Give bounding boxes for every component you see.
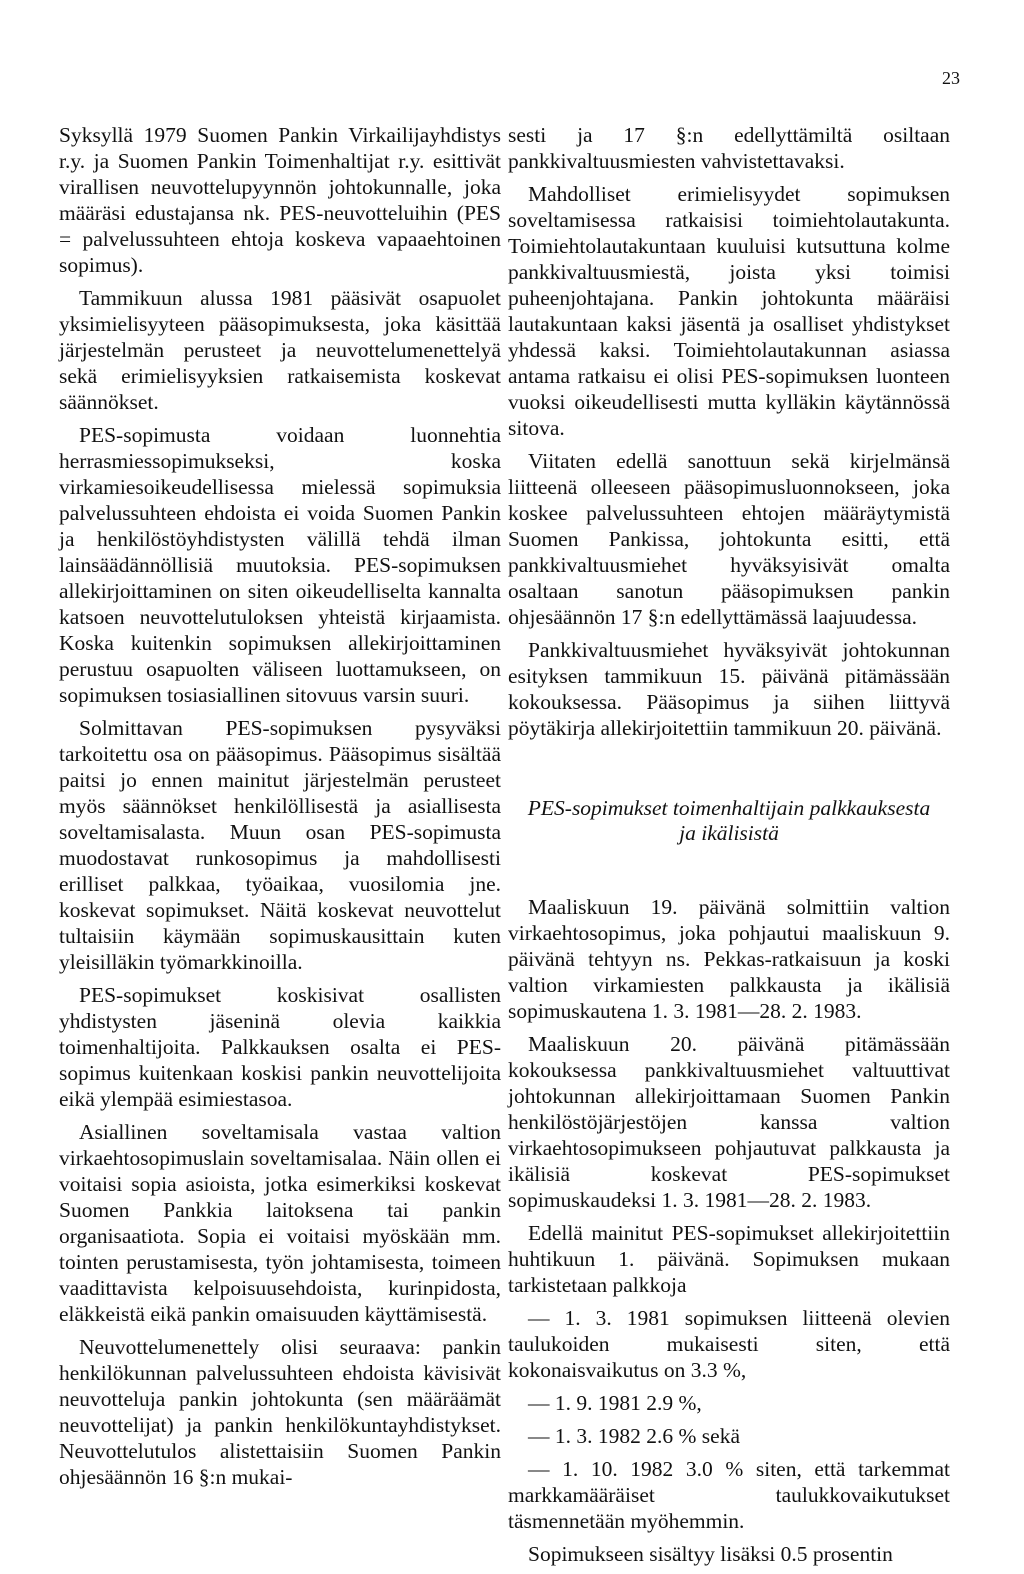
section-heading-line: ja ikälisistä: [679, 821, 779, 845]
paragraph: Syksyllä 1979 Suomen Pankin Virkailijayhdistys r.y. ja Suomen Pankin Toimenhaltijat r.y. esittivät virallisen neuvottelupyynnön johtokunnalle, joka määräsi edustajansa nk. PES-neuvotteluihin (PES = palvelussuhteen ehtoja koskeva vapaaehtoinen sopimus).: [59, 123, 501, 277]
right-column: [508, 122, 950, 1574]
paragraph: Tammikuun alussa 1981 pääsivät osapuolet yksimielisyyteen pääsopimuksesta, joka käsittää järjestelmän perusteet ja neuvottelumenettelyä sekä erimielisyyksien ratkaisemista koskevat säännökset.: [59, 286, 501, 414]
paragraph: Asiallinen soveltamisala vastaa valtion virkaehtosopimuslain soveltamisalaa. Näin ollen ei voitaisi sopia asioista, jotka esimerkiksi koskevat Suomen Pankkia laitoksena tai pankin organisaatiota. Sopia ei voitaisi myöskään mm. tointen perustamisesta, työn johtamisesta, toimeen vaadittavista kelpoisuusehdoista, kurinpidosta, eläkkeistä eikä pankin omaisuuden käyttämisestä.: [59, 1120, 501, 1326]
paragraph: PES-sopimusta voidaan luonnehtia herrasmiessopimukseksi, koska virkamiesoikeudellisessa mielessä sopimuksia palvelussuhteen ehdoista ei voida Suomen Pankin ja henkilöstöyhdistysten välillä tehdä ilman lainsäädännöllisiä muutoksia. PES-sopimuksen allekirjoittaminen on siten oikeudelliselta kannalta katsoen neuvottelutuloksen yhteistä kirjaamista. Koska kuitenkin sopimuksen allekirjoittaminen perustuu osapuolten väliseen luottamukseen, on sopimuksen tosiasiallinen sitovuus varsin suuri.: [59, 423, 501, 707]
page-number: 23: [942, 68, 960, 88]
paragraph: Maaliskuun 20. päivänä pitämässään kokouksessa pankkivaltuusmiehet valtuuttivat johtokunnan allekirjoittamaan Suomen Pankin henkilöstöjärjestöjen kanssa valtion virkaehtosopimukseen pohjautuvat palkkausta ja ikälisiä koskevat PES-sopimukset sopimuskaudeksi 1. 3. 1981—28. 2. 1983.: [508, 1032, 950, 1212]
section-heading: [508, 796, 950, 846]
paragraph: Solmittavan PES-sopimuksen pysyväksi tarkoitettu osa on pääsopimus. Pääsopimus sisältää paitsi jo ennen mainitut järjestelmän perusteet myös säännökset henkilöllisestä ja asiallisesta soveltamisalasta. Muun osan PES-sopimusta muodostavat runkosopimus ja mahdollisesti erilliset palkkaa, työaikaa, vuosilomia jne. koskevat sopimukset. Näitä koskevat neuvottelut tultaisiin käymään sopimuskausittain kuten yleisilläkin työmarkkinoilla.: [59, 716, 501, 974]
paragraph: Edellä mainitut PES-sopimukset allekirjoitettiin huhtikuun 1. päivänä. Sopimuksen mukaan tarkistetaan palkkoja: [508, 1221, 950, 1297]
left-column: [59, 122, 501, 1497]
list-item: — 1. 10. 1982 3.0 % siten, että tarkemmat markkamääräiset taulukkovaikutukset täsmennetään myöhemmin.: [508, 1457, 950, 1533]
section-heading-line: PES-sopimukset toimenhaltijain palkkauksesta: [527, 796, 931, 820]
list-item: — 1. 9. 1981 2.9 %,: [528, 1391, 702, 1415]
paragraph: Maaliskuun 19. päivänä solmittiin valtion virkaehtosopimus, joka pohjautui maaliskuun 9. päivänä tehtyyn ns. Pekkas-ratkaisuun ja koski valtion virkamiesten palkkausta ja ikälisiä sopimuskautena 1. 3. 1981—28. 2. 1983.: [508, 895, 950, 1023]
paragraph: Neuvottelumenettely olisi seuraava: pankin henkilökunnan palvelussuhteen ehdoista kävisivät neuvotteluja pankin johtokunta (sen määräämät neuvottelijat) ja pankin henkilökuntayhdistykset. Neuvottelutulos alistettaisiin Suomen Pankin ohjesäännön 16 §:n mukai-: [59, 1335, 501, 1489]
paragraph: Viitaten edellä sanottuun sekä kirjelmänsä liitteenä olleeseen pääsopimusluonnokseen, joka koskee palvelussuhteen ehtojen määräytymistä Suomen Pankissa, johtokunta esitti, että pankkivaltuusmiehet hyväksyisivät omalta osaltaan sanotun pääsopimuksen pankin ohjesäännön 17 §:n edellyttämässä laajuudessa.: [508, 449, 950, 629]
paragraph: Sopimukseen sisältyy lisäksi 0.5 prosentin: [528, 1542, 893, 1566]
list-item: — 1. 3. 1981 sopimuksen liitteenä olevien taulukoiden mukaisesti siten, että kokonaisvaikutus on 3.3 %,: [508, 1306, 950, 1382]
list-item: — 1. 3. 1982 2.6 % sekä: [528, 1424, 740, 1448]
paragraph: PES-sopimukset koskisivat osallisten yhdistysten jäseninä olevia kaikkia toimenhaltijoita. Palkkauksen osalta ei PES-sopimus kuitenkaan koskisi pankin neuvottelijoita eikä ylempää esimiestasoa.: [59, 983, 501, 1111]
paragraph: Pankkivaltuusmiehet hyväksyivät johtokunnan esityksen tammikuun 15. päivänä pitämässään kokouksessa. Pääsopimus ja siihen liittyvä pöytäkirja allekirjoitettiin tammikuun 20. päivänä.: [508, 638, 950, 740]
paragraph: Mahdolliset erimielisyydet sopimuksen soveltamisessa ratkaisisi toimiehtolautakunta. Toimiehtolautakuntaan kuuluisi kutsuttuna kolme pankkivaltuusmiestä, joista yksi toimisi puheenjohtajana. Pankin johtokunta määräisi lautakuntaan kaksi jäsentä ja osalliset yhdistykset yhdessä kaksi. Toimiehtolautakunnan asiassa antama ratkaisu ei olisi PES-sopimuksen luonteen vuoksi oikeudellisesti mutta kylläkin käytännössä sitova.: [508, 182, 950, 440]
paragraph: sesti ja 17 §:n edellyttämiltä osiltaan pankkivaltuusmiesten vahvistettavaksi.: [508, 123, 950, 173]
